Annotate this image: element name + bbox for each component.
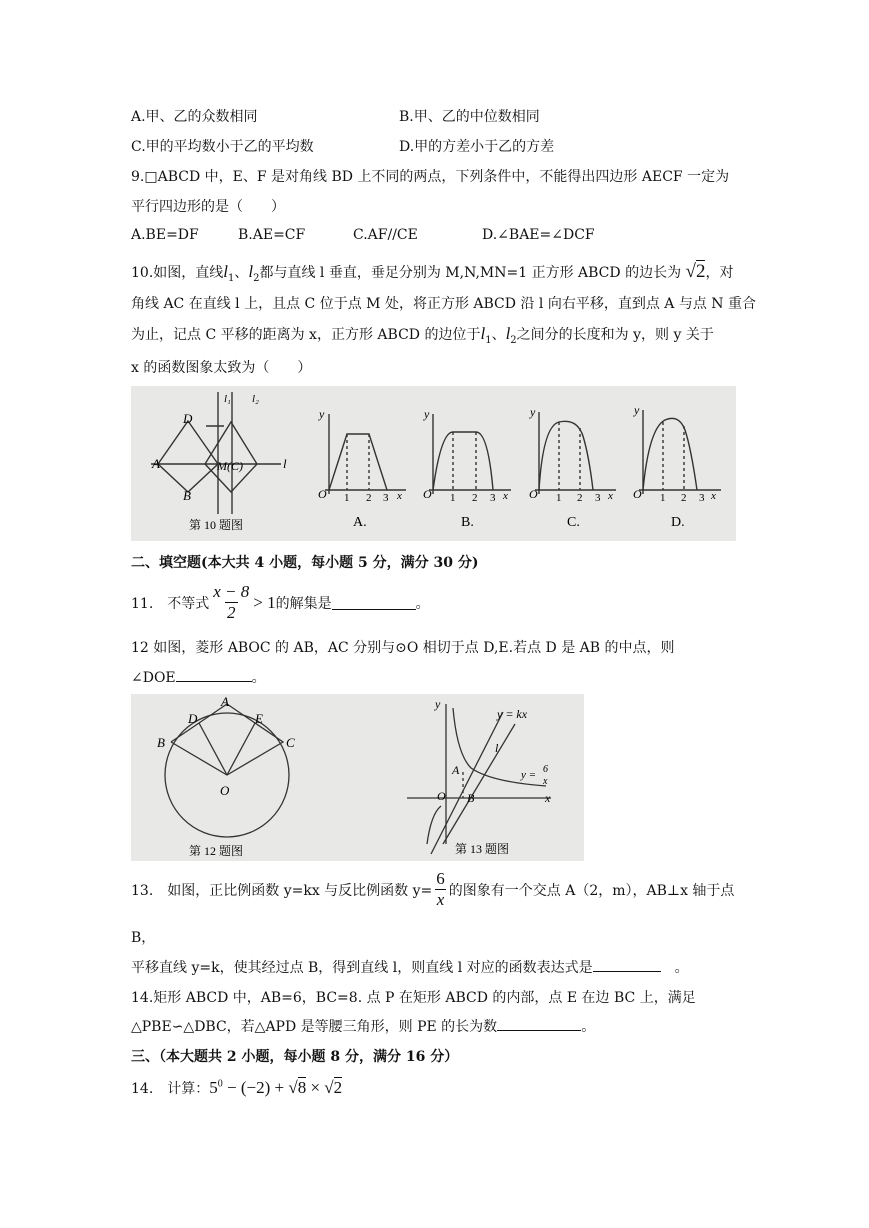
option-b-label: B. xyxy=(461,515,474,530)
figure-12-13 xyxy=(131,694,584,861)
graph-a-t3: 3 xyxy=(383,492,389,504)
q11-suffix: 的解集是 xyxy=(275,595,332,612)
fig12-label-B: B xyxy=(157,735,165,750)
fig12-caption: 第 12 题图 xyxy=(189,844,244,858)
graph-b-x: x xyxy=(503,490,508,502)
option-c-label: C. xyxy=(567,515,580,530)
fig13-label-yinv-den: x xyxy=(543,776,548,787)
q11-numerator: x − 8 xyxy=(213,582,250,601)
line-l2-subscript: 2 xyxy=(253,272,260,284)
fig10-label-l: l xyxy=(283,456,287,471)
graph-c-t2: 2 xyxy=(577,492,583,504)
fig13-label-yinv: y = xyxy=(521,769,537,781)
graph-c-t1: 1 xyxy=(556,492,562,504)
fig12-label-A: A xyxy=(221,694,229,709)
q10-intro: 10.如图，直线 xyxy=(131,265,224,281)
q12-line-2 xyxy=(131,667,266,687)
q11-denominator: 2 xyxy=(227,603,236,622)
fig13-label-x: x xyxy=(545,791,551,805)
q10-line-1 xyxy=(131,261,733,284)
q14-line-1: 14.矩形 ABCD 中，AB=6，BC=8. 点 P 在矩形 ABCD 的内部，点 E 在边 BC 上，满足 xyxy=(131,990,696,1006)
q13-suffix: 的图象有一个交点 A（2，m），AB⊥x 轴于点 xyxy=(448,882,735,899)
line-l2-symbol: l xyxy=(248,262,254,281)
q13-prefix: 13. 如图，正比例函数 y=kx 与反比例函数 y= xyxy=(131,882,433,899)
section-2-heading: 二、填空题(本大共 4 小题，每小题 5 分，满分 30 分) xyxy=(131,555,479,571)
fig13-label-l: l xyxy=(495,741,499,755)
q9-option-d: D.∠BAE=∠DCF xyxy=(482,227,595,243)
q11-fraction xyxy=(211,582,251,623)
sqrt-arg: 2 xyxy=(695,261,706,282)
fig12-label-O: O xyxy=(220,783,230,798)
fig10-label-l2: l₂ xyxy=(252,393,259,405)
q9-option-c: C.AF//CE xyxy=(353,227,418,243)
line-l1-symbol-2: l xyxy=(480,324,486,343)
graph-d-x: x xyxy=(711,490,716,502)
section-3-heading: 三、（本大题共 2 小题，每小题 8 分，满分 16 分） xyxy=(131,1049,459,1065)
q10-text-mid: 都与直线 l 垂直，垂足分别为 M,N,MN=1 正方形 ABCD 的边长为 xyxy=(259,265,682,281)
q11 xyxy=(131,582,430,623)
q9-line-1: 9.□ABCD 中，E、F 是对角线 BD 上不同的两点，下列条件中，不能得出四边形 AECF 一定为 xyxy=(131,169,730,185)
q15-exponent: 0 xyxy=(217,1078,223,1090)
q15 xyxy=(131,1078,342,1098)
fig12-label-E: E xyxy=(255,711,263,726)
q8-option-b: B.甲、乙的中位数相同 xyxy=(399,109,540,125)
graph-b-t1: 1 xyxy=(450,492,456,504)
q15-root-8: 8 xyxy=(297,1078,307,1097)
line-l1-subscript-2: 1 xyxy=(485,334,492,346)
q13-denominator: x xyxy=(436,890,445,909)
fig10-label-D: D xyxy=(183,411,193,426)
graph-c-t3: 3 xyxy=(595,492,601,504)
graph-d-o: O xyxy=(633,487,642,501)
q14-line-2 xyxy=(131,1016,595,1036)
q10-text-end: ，对 xyxy=(705,265,734,281)
fig12-label-C: C xyxy=(286,735,295,750)
graph-d-t2: 2 xyxy=(681,492,687,504)
q8-option-c: C.甲的平均数小于乙的平均数 xyxy=(131,139,314,155)
q10-line-3 xyxy=(131,324,714,346)
fig10-label-l1: l₁ xyxy=(224,393,231,405)
fig13-label-yinv-num: 6 xyxy=(543,764,548,775)
q13-line-2: B， xyxy=(131,930,156,946)
q13-answer-blank[interactable] xyxy=(593,957,661,972)
q11-relation: > 1 xyxy=(253,592,276,612)
line-l2-subscript-2: 2 xyxy=(510,334,517,346)
q8-option-d: D.甲的方差小于乙的方差 xyxy=(399,139,555,155)
graph-a-t2: 2 xyxy=(366,492,372,504)
option-a-label: A. xyxy=(353,515,367,530)
graph-c-o: O xyxy=(529,487,538,501)
graph-d-y: y xyxy=(634,403,640,417)
fig10-label-A: A xyxy=(152,456,160,471)
q15-rest: − (−2) + xyxy=(222,1078,289,1097)
separator-2: 、 xyxy=(491,327,506,343)
q9-option-b: B.AE=CF xyxy=(238,227,306,243)
q15-times: × xyxy=(306,1078,325,1097)
graph-a-t1: 1 xyxy=(344,492,350,504)
fig13-label-B: B xyxy=(467,791,475,805)
q14-line2-text: △PBE∽△DBC，若△APD 是等腰三角形，则 PE 的长为数 xyxy=(131,1019,498,1035)
fig13-label-O: O xyxy=(437,789,446,803)
figure-10 xyxy=(131,386,736,541)
fig13-label-A: A xyxy=(452,763,460,777)
graph-a-o: O xyxy=(318,487,327,501)
q9-line-2: 平行四边形的是（ ） xyxy=(131,199,285,215)
sqrt-2: √2 xyxy=(685,261,706,282)
graph-c-x: x xyxy=(608,490,613,502)
q11-prefix: 11. 不等式 xyxy=(131,595,210,612)
q15-prefix: 14. 计算： xyxy=(131,1081,210,1097)
q11-answer-blank[interactable] xyxy=(332,595,416,610)
fig13-label-y: y xyxy=(435,697,441,711)
q14-answer-blank[interactable] xyxy=(497,1016,581,1031)
line-l1-symbol: l xyxy=(223,262,228,281)
fig13-label-ykx: y = kx xyxy=(497,707,528,721)
graph-d-t1: 1 xyxy=(660,492,666,504)
separator: 、 xyxy=(234,265,249,281)
option-d-label: D. xyxy=(671,515,685,530)
fig13-caption: 第 13 题图 xyxy=(455,842,510,856)
q12-line-1: 12 如图，菱形 ABOC 的 AB，AC 分别与⊙O 相切于点 D,E.若点 D 是 AB 的中点，则 xyxy=(131,640,675,656)
fig10-label-B: B xyxy=(183,488,191,503)
q13-fraction xyxy=(434,869,447,910)
graph-b-t2: 2 xyxy=(472,492,478,504)
line-l1-subscript: 1 xyxy=(228,272,235,284)
q15-base: 5 xyxy=(209,1078,218,1097)
q12-end: 。 xyxy=(251,670,266,686)
q9-option-a: A.BE=DF xyxy=(131,227,199,243)
q13-line-3 xyxy=(131,957,689,977)
q10-line3-b: 之间分的长度和为 y，则 y 关于 xyxy=(516,327,714,343)
graph-b-o: O xyxy=(423,487,432,501)
graph-b-y: y xyxy=(424,407,430,421)
graph-d-t3: 3 xyxy=(699,492,705,504)
fig10-caption: 第 10 题图 xyxy=(189,518,244,532)
q8-option-a: A.甲、乙的众数相同 xyxy=(131,109,258,125)
q14-end: 。 xyxy=(581,1019,596,1035)
fig12-label-D: D xyxy=(188,711,198,726)
q15-expression: $5^0 - (-2) + √8 \times √2$ xyxy=(209,1078,343,1097)
graph-a-y: y xyxy=(319,407,325,421)
q15-root-2: 2 xyxy=(333,1078,343,1097)
q13-line3-text: 平移直线 y=k，使其经过点 B，得到直线 l，则直线 l 对应的函数表达式是 xyxy=(131,960,593,976)
q13-numerator: 6 xyxy=(436,869,445,888)
graph-a-x: x xyxy=(397,490,402,502)
graph-b-t3: 3 xyxy=(490,492,496,504)
q10-line-4: x 的函数图象太致为（ ） xyxy=(131,360,312,376)
line-l2-symbol-2: l xyxy=(505,324,511,343)
graph-c-y: y xyxy=(530,405,536,419)
q13-end: 。 xyxy=(674,960,689,976)
q11-end: 。 xyxy=(415,595,430,612)
fig10-label-M: M(C) xyxy=(217,459,243,473)
q10-line3-a: 为止，记点 C 平移的距离为 x，正方形 ABCD 的边位于 xyxy=(131,327,481,343)
q12-answer-blank[interactable] xyxy=(176,667,252,682)
q12-angle: ∠DOE xyxy=(131,670,176,686)
q13-line-1 xyxy=(131,869,734,910)
q10-line-2: 角线 AC 在直线 l 上，且点 C 位于点 M 处，将正方形 ABCD 沿 l 向右平移，直到点 A 与点 N 重合 xyxy=(131,296,756,312)
